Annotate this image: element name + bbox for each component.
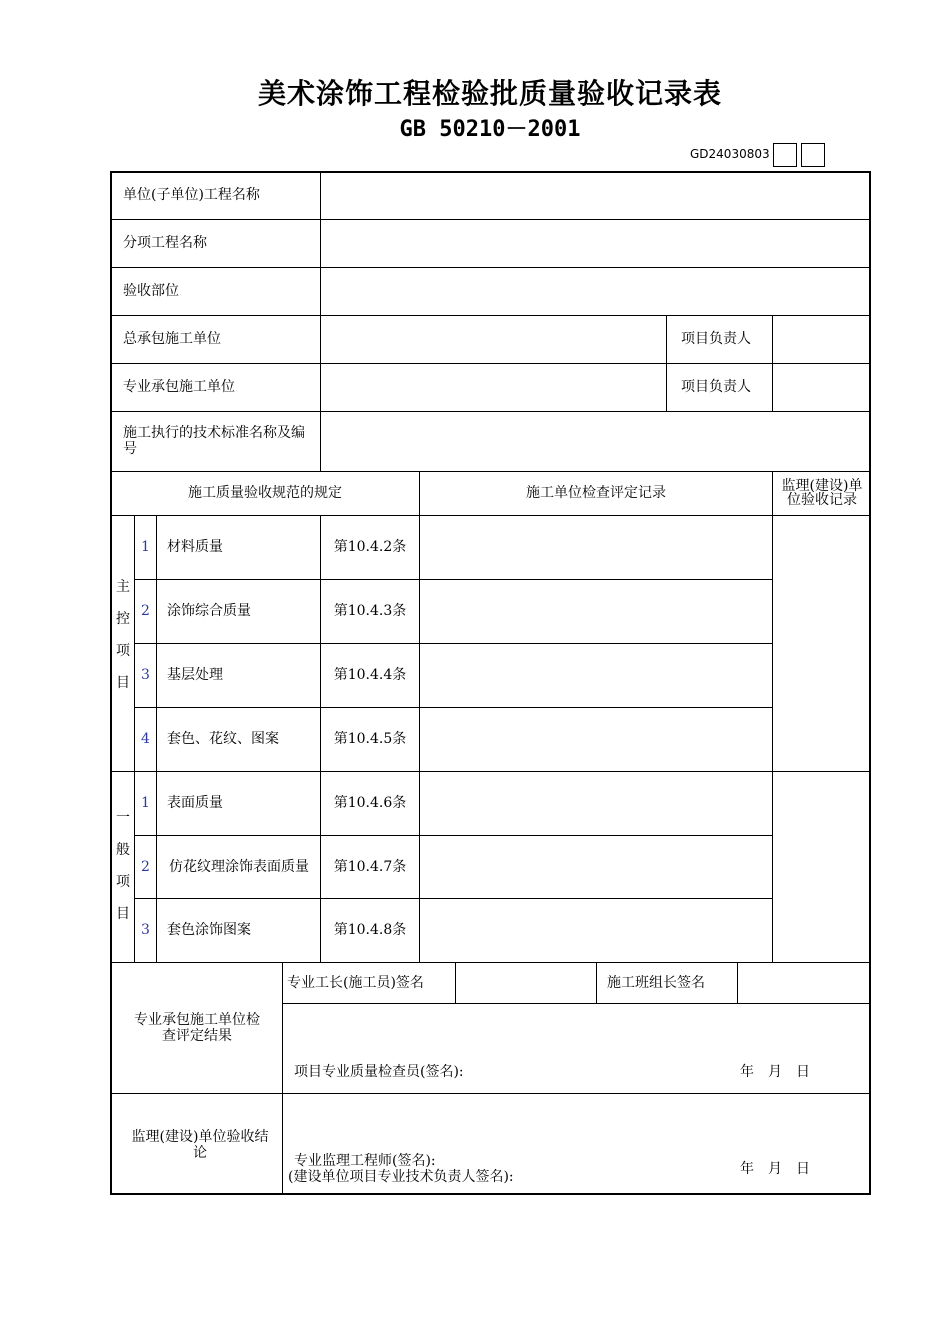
inspection-date: 年 月 日 bbox=[740, 1064, 810, 1080]
general-item-name: 套色涂饰图案 bbox=[167, 922, 251, 938]
main-item-name: 套色、花纹、图案 bbox=[167, 731, 279, 747]
specialty-contractor-label: 专业承包施工单位 bbox=[123, 379, 235, 395]
code-box-1[interactable] bbox=[773, 143, 797, 167]
acceptance-part-field[interactable] bbox=[321, 267, 870, 315]
quality-inspector-signature-label: 项目专业质量检查员(签名): bbox=[294, 1064, 464, 1080]
general-item-number: 1 bbox=[141, 795, 150, 811]
general-item-record-field[interactable] bbox=[421, 772, 771, 834]
main-item-clause: 第10.4.5条 bbox=[333, 731, 407, 747]
acceptance-part-label: 验收部位 bbox=[123, 283, 179, 299]
standard-number: GB 50210－2001 bbox=[399, 117, 581, 142]
form-code: GD24030803 bbox=[690, 147, 770, 161]
main-item-name: 基层处理 bbox=[167, 667, 223, 683]
spec-column-header: 施工质量验收规范的规定 bbox=[188, 485, 342, 501]
specialty-manager-label: 项目负责人 bbox=[681, 379, 751, 395]
general-item-name: 仿花纹理涂饰表面质量 bbox=[169, 858, 309, 875]
main-items-supervision-field[interactable] bbox=[773, 516, 870, 770]
contractor-result-label: 专业承包施工单位检查评定结果 bbox=[134, 1011, 260, 1044]
foreman-signature-label: 专业工长(施工员)签名 bbox=[287, 974, 424, 991]
main-item-clause: 第10.4.4条 bbox=[333, 667, 407, 683]
main-item-name: 涂饰综合质量 bbox=[167, 603, 251, 619]
team-leader-signature-label: 施工班组长签名 bbox=[607, 974, 705, 991]
sub-project-label: 分项工程名称 bbox=[123, 235, 207, 251]
general-item-number: 2 bbox=[141, 858, 150, 875]
general-items-supervision-field[interactable] bbox=[773, 772, 870, 961]
project-manager-label: 项目负责人 bbox=[681, 331, 751, 347]
general-item-name: 表面质量 bbox=[167, 795, 223, 811]
supervision-date: 年 月 日 bbox=[740, 1161, 810, 1177]
main-item-number: 2 bbox=[141, 603, 150, 619]
owner-signature-label: (建设单位项目专业技术负责人签名): bbox=[288, 1169, 514, 1185]
main-item-number: 1 bbox=[141, 539, 150, 555]
unit-project-field[interactable] bbox=[321, 171, 870, 219]
construction-record-header: 施工单位检查评定记录 bbox=[526, 485, 666, 501]
supervision-record-header: 监理(建设)单位验收记录 bbox=[781, 478, 863, 508]
main-items-group-label: 主控项目 bbox=[116, 579, 130, 691]
general-contractor-label: 总承包施工单位 bbox=[123, 331, 221, 347]
team-leader-signature-field[interactable] bbox=[738, 963, 870, 1002]
specialty-contractor-field[interactable] bbox=[321, 363, 665, 411]
main-item-record-field[interactable] bbox=[421, 580, 771, 642]
main-item-number: 3 bbox=[141, 667, 150, 683]
general-contractor-field[interactable] bbox=[321, 315, 665, 363]
code-box-2[interactable] bbox=[801, 143, 825, 167]
sub-project-field[interactable] bbox=[321, 219, 870, 267]
general-item-clause: 第10.4.7条 bbox=[333, 858, 407, 875]
main-item-record-field[interactable] bbox=[421, 708, 771, 770]
page-title: 美术涂饰工程检验批质量验收记录表 bbox=[257, 77, 722, 110]
main-item-name: 材料质量 bbox=[167, 539, 223, 555]
foreman-signature-field[interactable] bbox=[456, 963, 595, 1002]
standard-field[interactable] bbox=[321, 411, 870, 471]
supervisor-signature-label: 专业监理工程师(签名): bbox=[294, 1153, 436, 1169]
general-item-clause: 第10.4.8条 bbox=[333, 922, 407, 938]
unit-project-label: 单位(子单位)工程名称 bbox=[123, 187, 260, 203]
general-item-record-field[interactable] bbox=[421, 836, 771, 897]
main-item-record-field[interactable] bbox=[421, 516, 771, 578]
supervision-conclusion-label: 监理(建设)单位验收结论 bbox=[131, 1128, 269, 1161]
general-item-clause: 第10.4.6条 bbox=[333, 795, 407, 811]
general-item-record-field[interactable] bbox=[421, 899, 771, 961]
general-items-group-label: 一般项目 bbox=[116, 810, 130, 922]
standard-label: 施工执行的技术标准名称及编号 bbox=[123, 425, 305, 457]
main-item-clause: 第10.4.2条 bbox=[333, 539, 407, 555]
supervisor-signature-block bbox=[288, 1153, 668, 1185]
general-item-number: 3 bbox=[141, 922, 150, 938]
main-item-clause: 第10.4.3条 bbox=[333, 603, 407, 619]
main-item-record-field[interactable] bbox=[421, 644, 771, 706]
main-item-number: 4 bbox=[141, 731, 150, 747]
project-manager-field[interactable] bbox=[773, 315, 870, 363]
specialty-manager-field[interactable] bbox=[773, 363, 870, 411]
